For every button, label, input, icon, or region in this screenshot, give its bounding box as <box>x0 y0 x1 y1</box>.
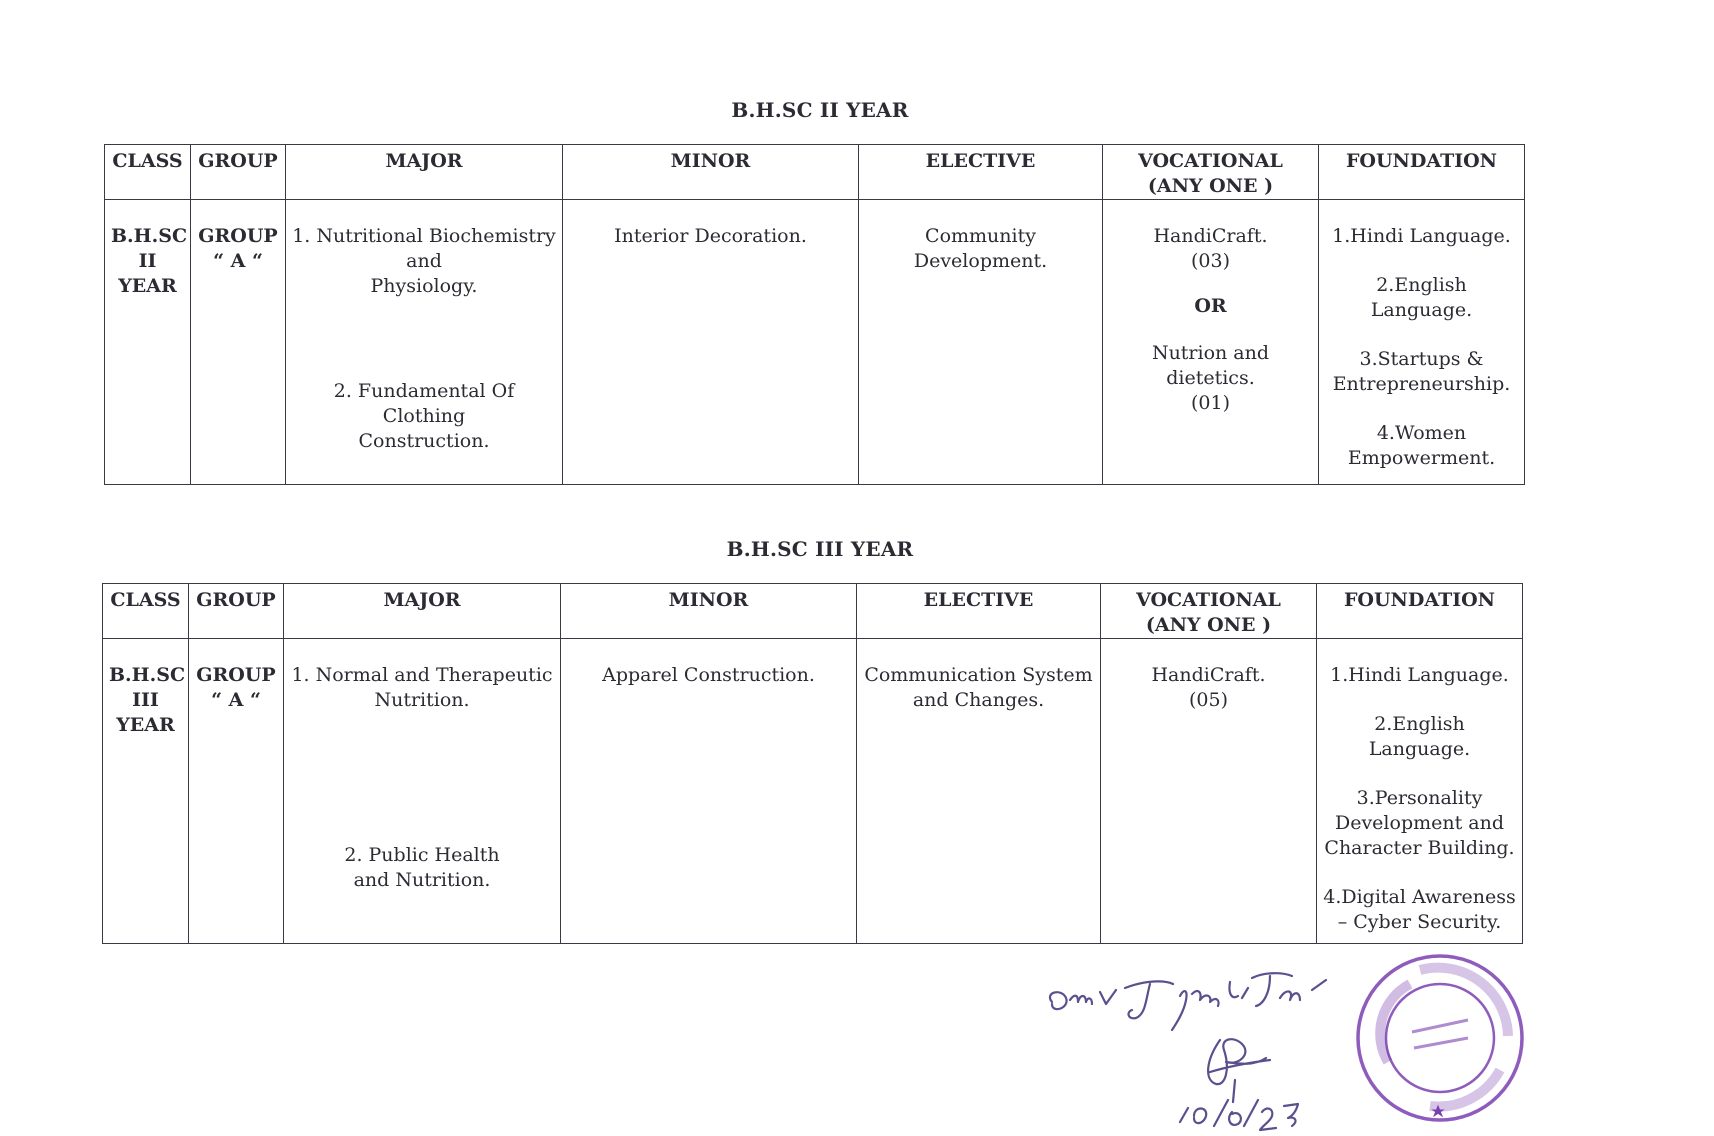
header-class: CLASS <box>105 145 191 200</box>
vocational-line: HandiCraft. <box>1151 664 1266 686</box>
foundation-item: Empowerment. <box>1347 447 1496 469</box>
vocational-line: (05) <box>1188 689 1228 711</box>
foundation-item: Development and <box>1334 812 1505 834</box>
class-line: YEAR <box>118 275 177 297</box>
foundation-item: 2.English Language. <box>1370 274 1473 321</box>
header-vocational <box>1103 145 1319 200</box>
major-cell <box>284 639 561 944</box>
header-row <box>103 584 1523 639</box>
header-elective: ELECTIVE <box>857 584 1101 639</box>
elective-cell <box>857 639 1101 944</box>
header-vocational-sub: (ANY ONE ) <box>1145 614 1272 636</box>
table-1-title: B.H.SC II YEAR <box>731 98 909 122</box>
vocational-line: HandiCraft. <box>1153 225 1268 247</box>
signature-area <box>1030 940 1530 1132</box>
major-line: Nutrition. <box>374 689 470 711</box>
foundation-item: 2.English Language. <box>1368 713 1471 760</box>
class-line: III <box>132 689 159 711</box>
vocational-line: (03) <box>1190 250 1230 272</box>
foundation-item: 4.Women <box>1376 422 1467 444</box>
group-line: “ A “ <box>211 689 261 711</box>
header-major: MAJOR <box>284 584 561 639</box>
header-group: GROUP <box>189 584 284 639</box>
elective-line: Communication System <box>864 664 1093 686</box>
class-cell <box>103 639 189 944</box>
handwritten-signature <box>1050 973 1326 1130</box>
foundation-item: 4.Digital Awareness <box>1323 886 1516 908</box>
group-line: GROUP <box>198 225 278 247</box>
class-cell <box>105 200 191 485</box>
college-seal-stamp <box>1358 956 1522 1120</box>
major-line: Physiology. <box>370 275 478 297</box>
foundation-item: 1.Hindi Language. <box>1332 225 1511 247</box>
major-line: 1. Nutritional Biochemistry <box>292 225 556 247</box>
vocational-cell <box>1103 200 1319 485</box>
table-bhsc-ii <box>104 144 1525 485</box>
header-foundation: FOUNDATION <box>1319 145 1525 200</box>
minor-cell: Apparel Construction. <box>561 639 857 944</box>
header-minor: MINOR <box>563 145 859 200</box>
table-2-title: B.H.SC III YEAR <box>726 537 914 561</box>
header-vocational-label: VOCATIONAL <box>1136 589 1281 611</box>
foundation-item: – Cyber Security. <box>1337 911 1502 933</box>
table-row <box>105 200 1525 485</box>
group-line: GROUP <box>196 664 276 686</box>
major-line: 2. Public Health <box>344 844 500 866</box>
table-row <box>103 639 1523 944</box>
elective-line: Development. <box>913 250 1048 272</box>
header-class: CLASS <box>103 584 189 639</box>
header-row <box>105 145 1525 200</box>
foundation-cell <box>1317 639 1523 944</box>
major-line: and Nutrition. <box>353 869 491 891</box>
class-line: B.H.SC <box>109 664 186 686</box>
minor-cell: Interior Decoration. <box>563 200 859 485</box>
vocational-line: Nutrion and dietetics. <box>1151 342 1270 389</box>
foundation-item: Entrepreneurship. <box>1332 373 1511 395</box>
group-line: “ A “ <box>213 250 263 272</box>
header-foundation: FOUNDATION <box>1317 584 1523 639</box>
header-elective: ELECTIVE <box>859 145 1103 200</box>
foundation-item: 3.Personality <box>1356 787 1483 809</box>
signature-and-stamp <box>1030 940 1530 1132</box>
header-minor: MINOR <box>561 584 857 639</box>
header-major: MAJOR <box>286 145 563 200</box>
major-line: Construction. <box>358 430 490 452</box>
header-group: GROUP <box>191 145 286 200</box>
foundation-item: 3.Startups & <box>1359 348 1484 370</box>
major-cell <box>286 200 563 485</box>
major-line: and <box>406 250 442 272</box>
elective-line: Community <box>925 225 1036 247</box>
group-cell <box>191 200 286 485</box>
foundation-cell <box>1319 200 1525 485</box>
vocational-cell <box>1101 639 1317 944</box>
group-cell <box>189 639 284 944</box>
foundation-item: 1.Hindi Language. <box>1330 664 1509 686</box>
elective-cell <box>859 200 1103 485</box>
header-vocational-sub: (ANY ONE ) <box>1147 175 1274 197</box>
class-line: II <box>138 250 157 272</box>
major-line: 2. Fundamental Of Clothing <box>333 380 515 427</box>
header-vocational-label: VOCATIONAL <box>1138 150 1283 172</box>
elective-line: and Changes. <box>912 689 1045 711</box>
major-line: 1. Normal and Therapeutic <box>291 664 553 686</box>
table-bhsc-iii <box>102 583 1523 944</box>
vocational-or: OR <box>1194 295 1227 317</box>
class-line: YEAR <box>116 714 175 736</box>
class-line: B.H.SC <box>111 225 188 247</box>
header-vocational <box>1101 584 1317 639</box>
vocational-line: (01) <box>1190 392 1230 414</box>
foundation-item: Character Building. <box>1324 837 1515 859</box>
